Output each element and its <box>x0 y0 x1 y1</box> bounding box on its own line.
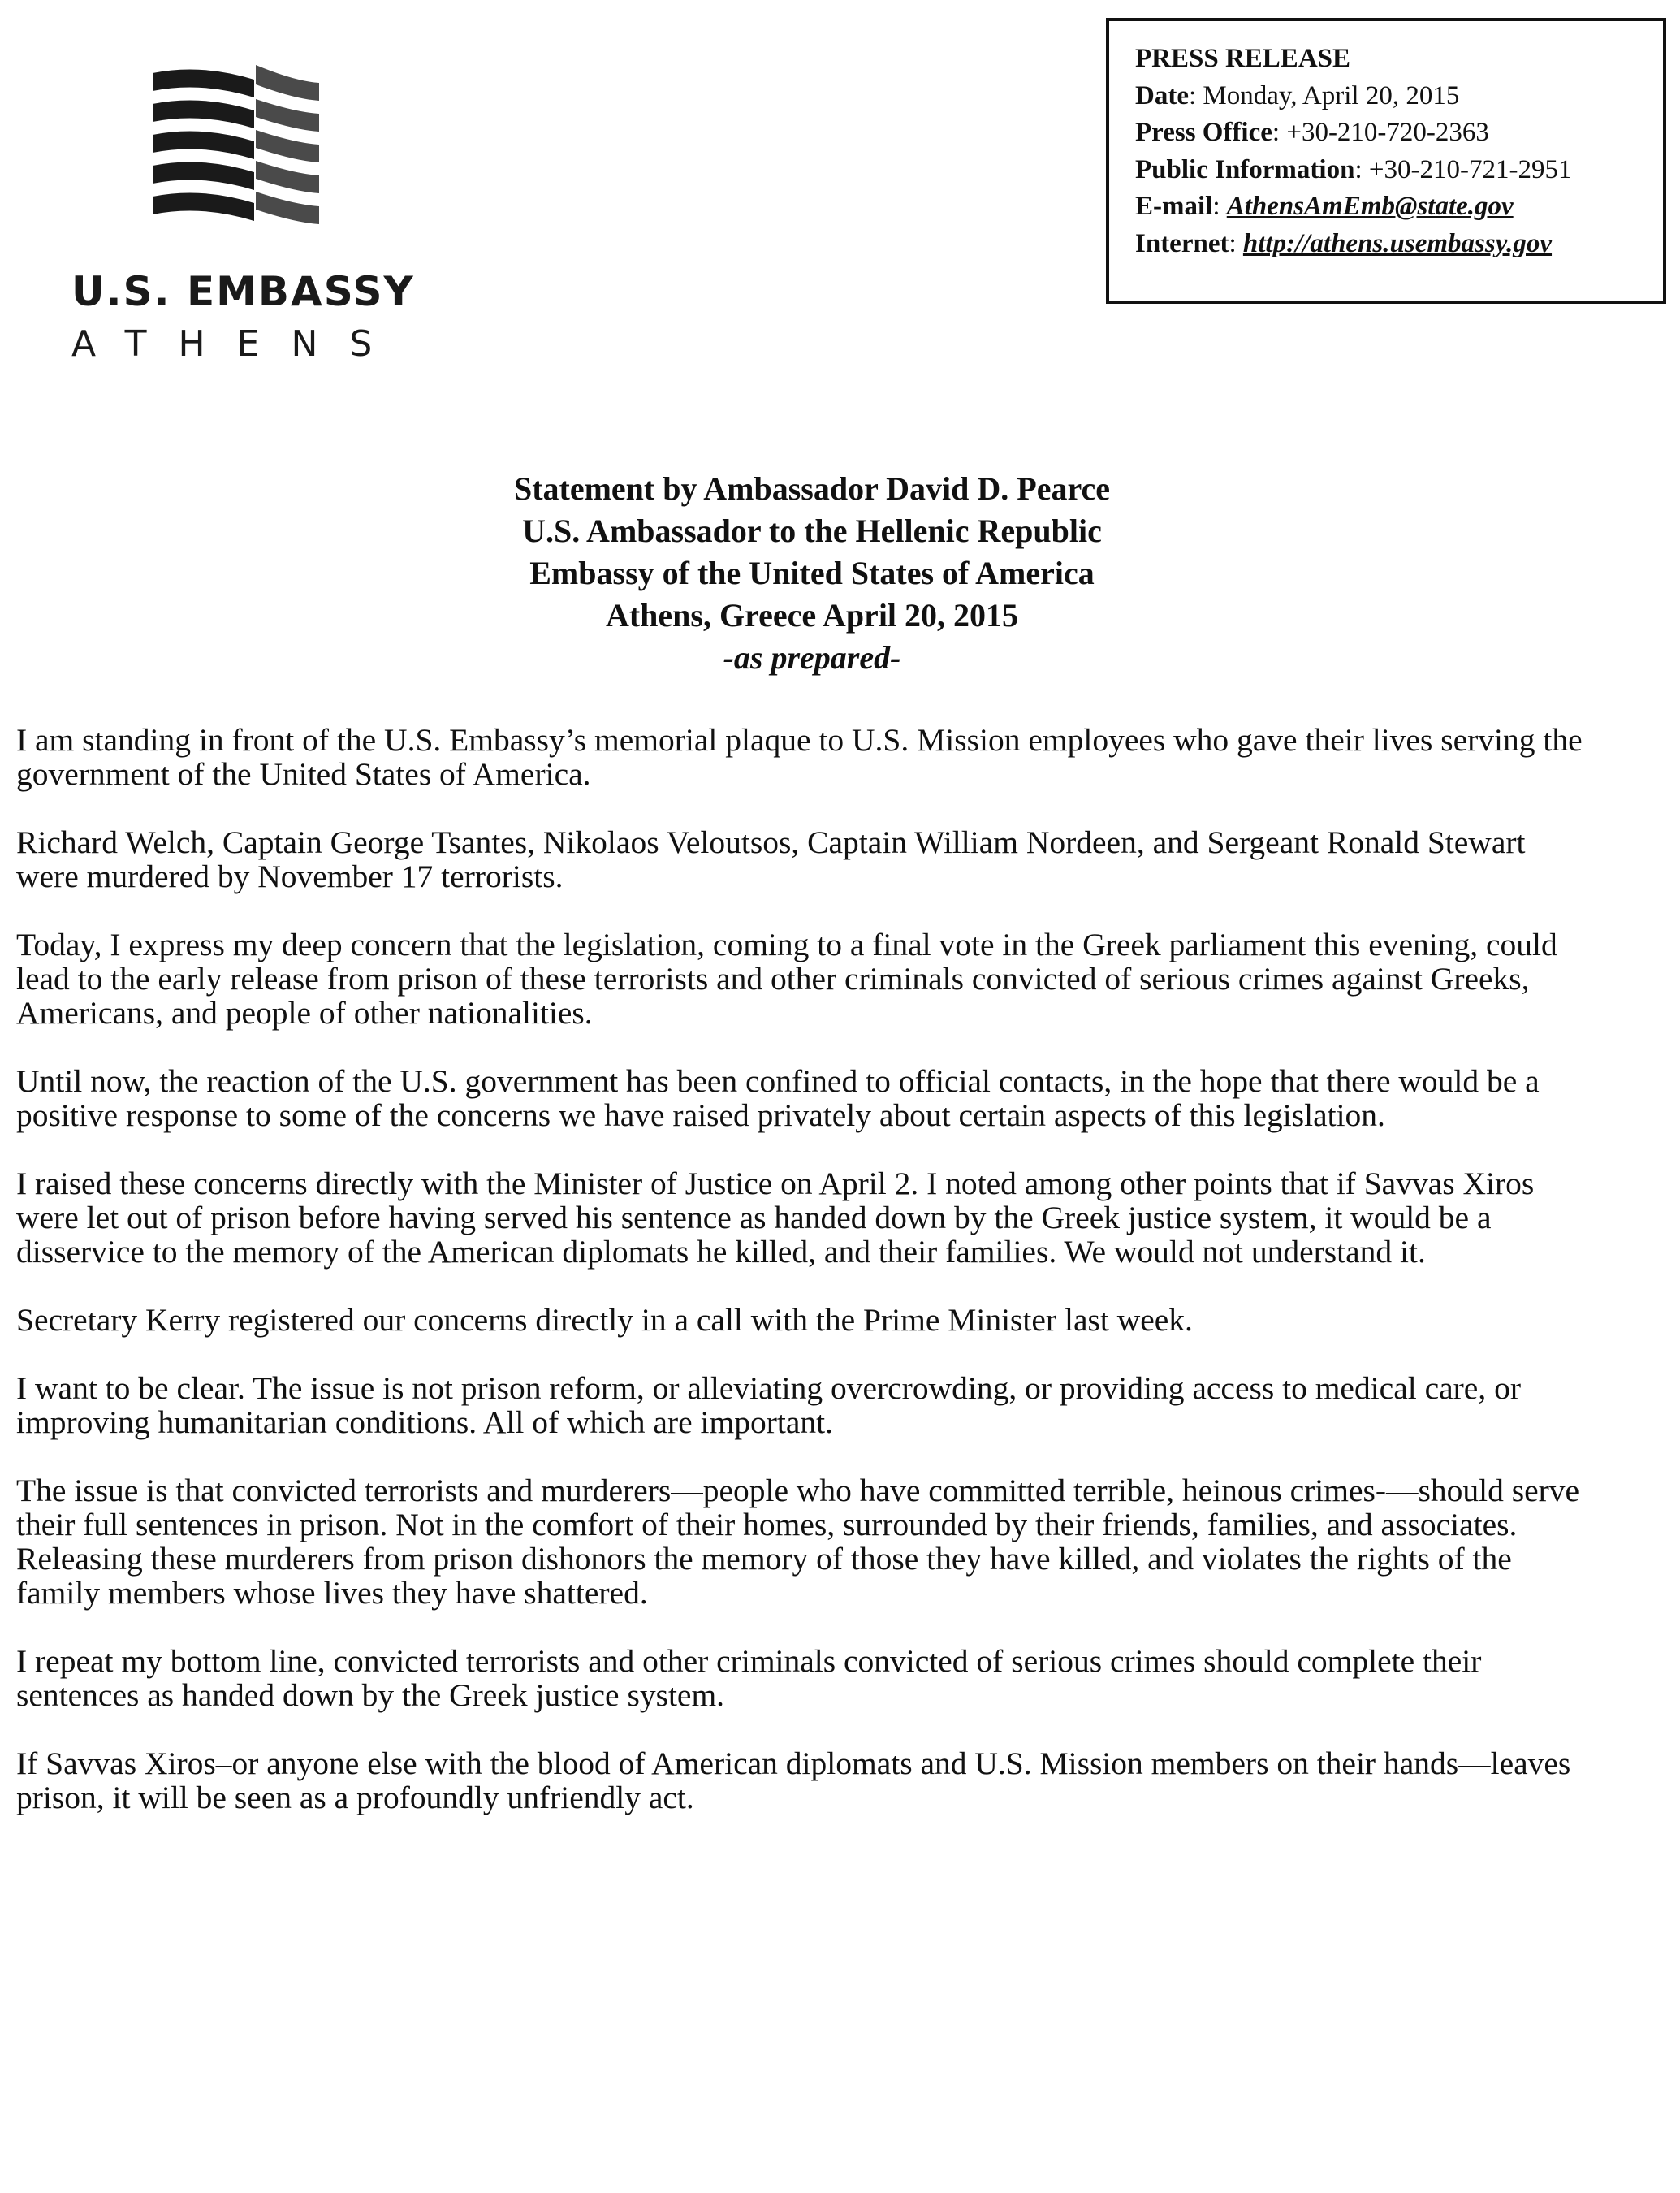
public-info-label: Public Information <box>1135 154 1355 184</box>
body-paragraph: Secretary Kerry registered our concerns directly in a call with the Prime Minister last week. <box>16 1302 1193 1338</box>
press-office-value: +30-210-720-2363 <box>1280 118 1489 147</box>
body-paragraph: If Savvas Xiros–or anyone else with the blood of American diplomats and U.S. Mission members on their hands—leaves prison, it will be seen as a profoundly unfriendly act. <box>16 1745 1571 1815</box>
press-release-box <box>1106 18 1666 304</box>
statement-body <box>16 723 1583 1849</box>
ambassador-role: U.S. Ambassador to the Hellenic Republic <box>522 513 1102 549</box>
internet-label: Internet <box>1135 228 1229 258</box>
press-office-row: Press Office: +30-210-720-2363 <box>1135 118 1489 147</box>
email-row: E-mail: AthensAmEmb@state.gov <box>1135 192 1514 221</box>
body-paragraph: Richard Welch, Captain George Tsantes, Nikolaos Veloutsos, Captain William Nordeen, and Sergeant Ronald Stewart were murdered by November 17 terrorists. <box>16 824 1526 894</box>
email-link[interactable]: AthensAmEmb@state.gov <box>1226 192 1514 221</box>
logo-text-embassy: U.S. EMBASSY <box>71 268 415 315</box>
embassy-name: Embassy of the United States of America <box>529 555 1095 591</box>
body-paragraph: I am standing in front of the U.S. Embassy’s memorial plaque to U.S. Mission employees who gave their lives serving the government of the United States of America. <box>16 722 1583 792</box>
statement-title-block <box>0 468 1624 679</box>
body-paragraph: I want to be clear. The issue is not prison reform, or alleviating overcrowding, or providing access to medical care, or improving humanitarian conditions. All of which are important. <box>16 1370 1521 1440</box>
statement-place-date: Athens, Greece April 20, 2015 <box>605 597 1019 634</box>
statement-subtitle: -as prepared- <box>723 639 901 676</box>
body-paragraph: Today, I express my deep concern that the legislation, coming to a final vote in the Greek parliament this evening, could lead to the early release from prison of these terrorists and other criminals convicted of serious crimes against Greeks, Americans, and people of other nationalities. <box>16 927 1557 1031</box>
email-label: E-mail <box>1135 192 1213 221</box>
public-info-value: +30-210-721-2951 <box>1362 154 1572 184</box>
public-info-row: Public Information: +30-210-721-2951 <box>1135 154 1572 184</box>
press-release-heading: PRESS RELEASE <box>1135 44 1351 73</box>
press-date-label: Date <box>1135 80 1189 110</box>
body-paragraph: Until now, the reaction of the U.S. government has been confined to official contacts, in the hope that there would be a positive response to some of the concerns we have raised privately about certain aspects of this legislation. <box>16 1063 1540 1133</box>
internet-row: Internet: http://athens.usembassy.gov <box>1135 228 1553 258</box>
press-date-value: Monday, April 20, 2015 <box>1196 80 1460 110</box>
press-office-label: Press Office <box>1135 118 1272 147</box>
body-paragraph: I repeat my bottom line, convicted terrorists and other criminals convicted of serious crimes should complete their sentences as handed down by the Greek justice system. <box>16 1643 1482 1713</box>
website-link[interactable]: http://athens.usembassy.gov <box>1242 228 1553 258</box>
body-paragraph: I raised these concerns directly with the Minister of Justice on April 2. I noted among other points that if Savvas Xiros were let out of prison before having served his sentence as handed down by the Greek justice system, it would be a disservice to the memory of the American diplomats he killed, and their families. We would not understand it. <box>16 1166 1535 1270</box>
flag-icon <box>153 65 331 236</box>
body-paragraph: The issue is that convicted terrorists and murderers—people who have committed terrible, heinous crimes-—should serve their full sentences in prison. Not in the comfort of their homes, surrounded by their friends, families, and associates. Releasing these murderers from prison dishonors the memory of those they have killed, and violates the rights of the family members whose lives they have shattered. <box>16 1473 1580 1611</box>
logo-text-city: ATHENS <box>71 323 404 365</box>
press-date-row: Date: Monday, April 20, 2015 <box>1135 80 1460 110</box>
statement-title: Statement by Ambassador David D. Pearce <box>513 470 1111 507</box>
